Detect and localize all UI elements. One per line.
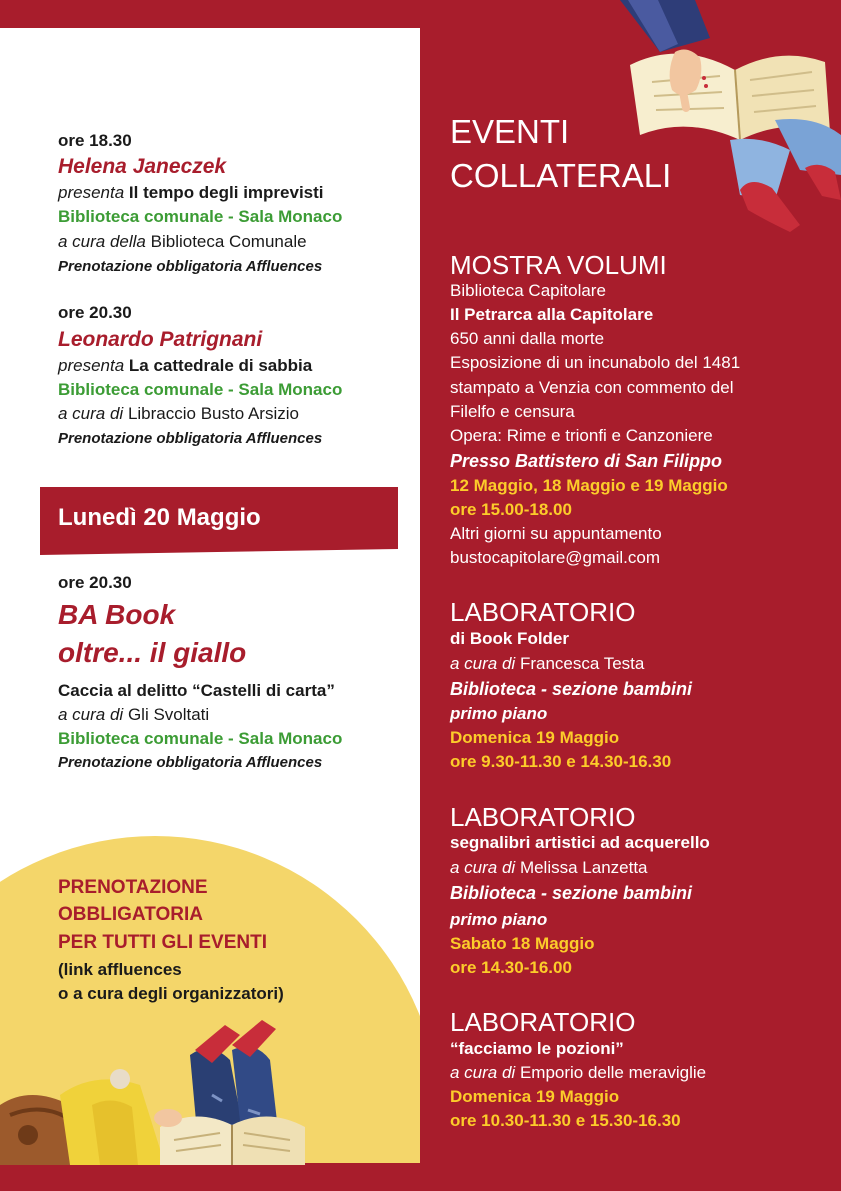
event3-title-line2: oltre... il giallo: [58, 637, 247, 668]
lab1-floor: primo piano: [450, 704, 548, 723]
lab2-place: Biblioteca - sezione bambini: [450, 883, 693, 903]
booking-notice-line5: o a cura degli organizzatori): [58, 984, 284, 1003]
event1-author: Helena Janeczek: [58, 155, 227, 178]
mostra-line5: stampato a Venzia con commento del: [450, 378, 734, 397]
lab1-date: Domenica 19 Maggio: [450, 728, 620, 747]
event2-curator: Libraccio Busto Arsizio: [127, 404, 299, 423]
lab3-curator-line: [450, 1063, 706, 1083]
event3-title-line1: BA Book: [58, 599, 176, 630]
reader-bottom-illustration: [0, 1015, 330, 1165]
event1-venue: Biblioteca comunale - Sala Monaco: [58, 207, 343, 226]
event1-curator-line: [58, 232, 307, 252]
lab3-curated-prefix: a cura di: [450, 1063, 516, 1082]
lab1-title: LABORATORIO: [450, 597, 636, 627]
lab2-date: Sabato 18 Maggio: [450, 934, 595, 953]
lab1-subtitle: di Book Folder: [450, 629, 569, 648]
lab3-subtitle: “facciamo le pozioni”: [450, 1039, 624, 1058]
day-banner-label: Lunedì 20 Maggio: [58, 504, 261, 531]
lab2-curator-line: [450, 858, 648, 878]
lab2-curated-prefix: a cura di: [450, 858, 516, 877]
event1-time: ore 18.30: [58, 131, 132, 150]
mostra-line2: Il Petrarca alla Capitolare: [450, 305, 654, 324]
mostra-title: MOSTRA VOLUMI: [450, 250, 667, 280]
booking-notice-line2: OBBLIGATORIA: [58, 904, 203, 925]
lab3-date: Domenica 19 Maggio: [450, 1087, 620, 1106]
lab2-subtitle: segnalibri artistici ad acquerello: [450, 833, 710, 852]
event1-curator: Biblioteca Comunale: [150, 232, 307, 251]
lab3-hours: ore 10.30-11.30 e 15.30-16.30: [450, 1111, 681, 1130]
mostra-line3: 650 anni dalla morte: [450, 329, 605, 348]
lab2-curator: Melissa Lanzetta: [519, 858, 648, 877]
event3-time: ore 20.30: [58, 573, 132, 592]
event3-curated-prefix: a cura di: [58, 705, 124, 724]
event3-booking: Prenotazione obbligatoria Affluences: [58, 754, 323, 771]
event2-curated-prefix: a cura di: [58, 404, 124, 423]
collateral-heading-line2: COLLATERALI: [450, 157, 672, 194]
mostra-line4: Esposizione di un incunabolo del 1481: [450, 353, 741, 372]
event1-book: Il tempo degli imprevisti: [128, 183, 324, 202]
mostra-other-days: Altri giorni su appuntamento: [450, 524, 662, 543]
mostra-email: bustocapitolare@gmail.com: [450, 548, 661, 567]
event1-curated-prefix: a cura della: [58, 232, 146, 251]
booking-notice-line3: PER TUTTI GLI EVENTI: [58, 932, 268, 953]
event2-time: ore 20.30: [58, 303, 132, 322]
event2-author: Leonardo Patrignani: [58, 328, 263, 351]
lab1-curator: Francesca Testa: [519, 654, 645, 673]
event2-presents: presenta: [58, 356, 125, 375]
lab1-curator-line: [450, 654, 644, 674]
event3-curator-line: [58, 705, 209, 725]
lab1-hours: ore 9.30-11.30 e 14.30-16.30: [450, 752, 672, 771]
event2-book: La cattedrale di sabbia: [128, 356, 313, 375]
mostra-hours: ore 15.00-18.00: [450, 500, 572, 519]
booking-notice-line1: PRENOTAZIONE: [58, 877, 208, 898]
event1-presents: presenta: [58, 183, 125, 202]
mostra-line1: Biblioteca Capitolare: [450, 281, 606, 300]
lab2-floor: primo piano: [450, 910, 548, 929]
event2-booking: Prenotazione obbligatoria Affluences: [58, 430, 323, 447]
booking-notice-line4: (link affluences: [58, 960, 182, 979]
collateral-heading-line1: EVENTI: [450, 113, 570, 150]
event2-curator-line: [58, 404, 299, 424]
lab2-hours: ore 14.30-16.00: [450, 958, 572, 977]
event1-book-line: [58, 183, 324, 203]
reader-top-illustration: [600, 0, 841, 245]
mostra-dates: 12 Maggio, 18 Maggio e 19 Maggio: [450, 476, 728, 495]
event3-venue: Biblioteca comunale - Sala Monaco: [58, 729, 343, 748]
lab2-title: LABORATORIO: [450, 802, 636, 832]
mostra-line7: Opera: Rime e trionfi e Canzoniere: [450, 426, 713, 445]
lab1-curated-prefix: a cura di: [450, 654, 516, 673]
lab3-title: LABORATORIO: [450, 1007, 636, 1037]
mostra-place: Presso Battistero di San Filippo: [450, 451, 723, 471]
lab3-curator: Emporio delle meraviglie: [519, 1063, 707, 1082]
event2-venue: Biblioteca comunale - Sala Monaco: [58, 380, 343, 399]
event3-subtitle: Caccia al delitto “Castelli di carta”: [58, 681, 335, 700]
event3-curator: Gli Svoltati: [127, 705, 210, 724]
lab1-place: Biblioteca - sezione bambini: [450, 679, 693, 699]
event2-book-line: [58, 356, 312, 376]
event1-booking: Prenotazione obbligatoria Affluences: [58, 258, 323, 275]
mostra-line6: Filelfo e censura: [450, 402, 575, 421]
